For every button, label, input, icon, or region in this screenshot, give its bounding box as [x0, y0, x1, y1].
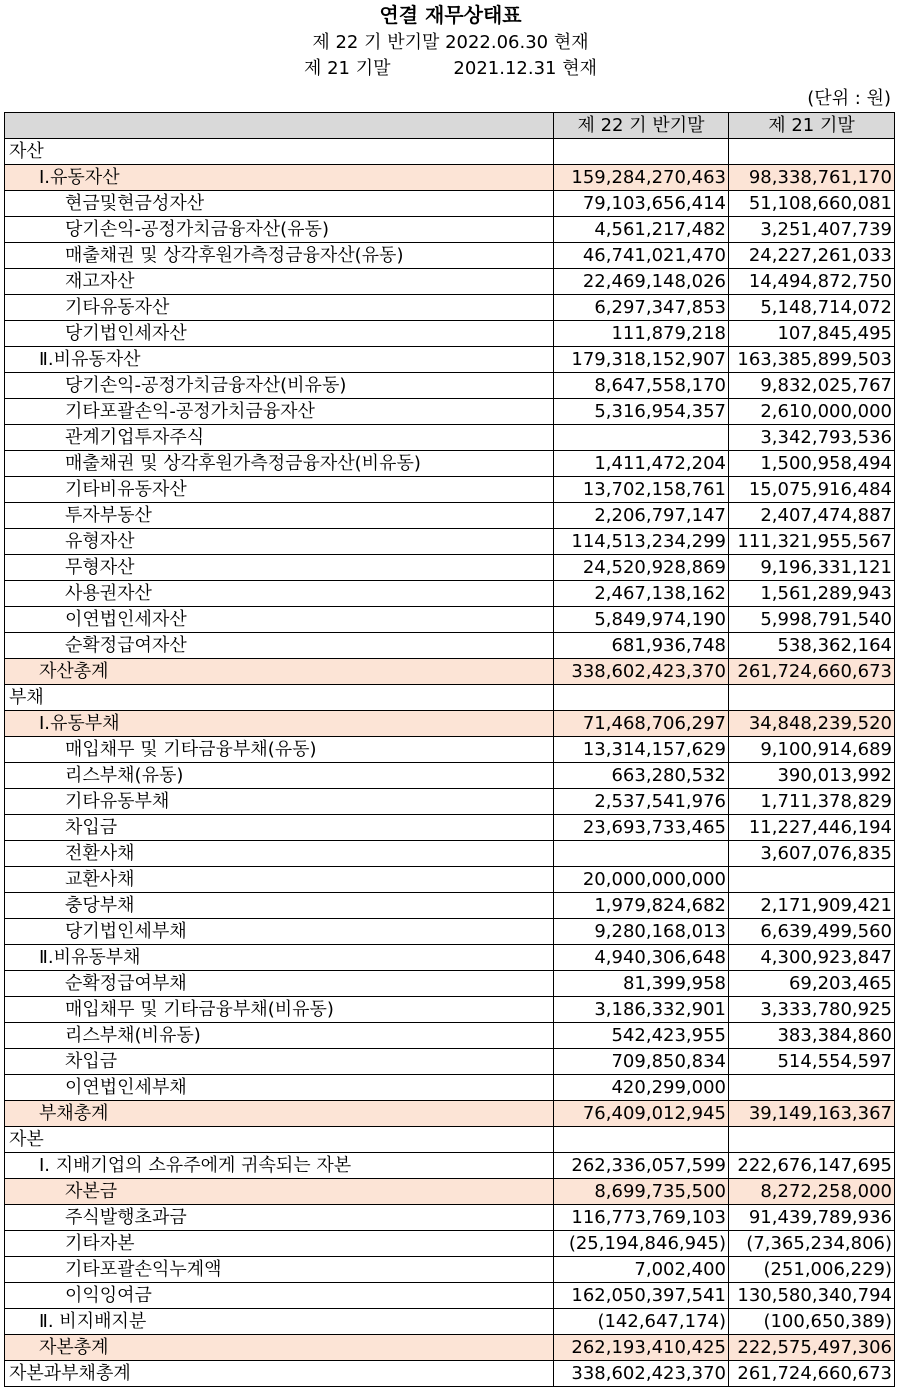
table-row — [5, 1179, 895, 1205]
value-current: 2,537,541,976 — [554, 789, 729, 815]
value-prior: 34,848,239,520 — [729, 711, 895, 737]
value-prior: 261,724,660,673 — [729, 1361, 895, 1387]
row-label: 차입금 — [5, 1049, 554, 1075]
table-row — [5, 477, 895, 503]
value-prior: 8,272,258,000 — [729, 1179, 895, 1205]
value-prior: 1,561,289,943 — [729, 581, 895, 607]
value-prior: 3,251,407,739 — [729, 217, 895, 243]
row-label: 기타유동자산 — [5, 295, 554, 321]
row-label: Ⅱ.비유동자산 — [5, 347, 554, 373]
value-prior: 15,075,916,484 — [729, 477, 895, 503]
row-label: 현금및현금성자산 — [5, 191, 554, 217]
table-row — [5, 1127, 895, 1153]
value-prior: 11,227,446,194 — [729, 815, 895, 841]
value-prior: 91,439,789,936 — [729, 1205, 895, 1231]
value-current: 1,411,472,204 — [554, 451, 729, 477]
row-label: 리스부채(유동) — [5, 763, 554, 789]
table-row — [5, 919, 895, 945]
value-current: 23,693,733,465 — [554, 815, 729, 841]
value-prior — [729, 867, 895, 893]
statement-header — [0, 0, 901, 112]
value-current: 663,280,532 — [554, 763, 729, 789]
value-prior: 51,108,660,081 — [729, 191, 895, 217]
row-label: 매입채무 및 기타금융부채(유동) — [5, 737, 554, 763]
value-prior: 1,711,378,829 — [729, 789, 895, 815]
value-prior: (100,650,389) — [729, 1309, 895, 1335]
value-current: (25,194,846,945) — [554, 1231, 729, 1257]
row-label: 자본과부채총계 — [5, 1361, 554, 1387]
balance-sheet-table — [4, 112, 895, 1387]
row-label: 당기법인세부채 — [5, 919, 554, 945]
table-row — [5, 1257, 895, 1283]
table-row — [5, 711, 895, 737]
row-label: 리스부채(비유동) — [5, 1023, 554, 1049]
value-prior: 24,227,261,033 — [729, 243, 895, 269]
table-row — [5, 1283, 895, 1309]
value-current: 81,399,958 — [554, 971, 729, 997]
table-row — [5, 347, 895, 373]
row-label: 자본 — [5, 1127, 554, 1153]
table-row — [5, 1335, 895, 1361]
value-prior: 130,580,340,794 — [729, 1283, 895, 1309]
row-label: 교환사채 — [5, 867, 554, 893]
row-label: 기타유동부채 — [5, 789, 554, 815]
value-current: 262,193,410,425 — [554, 1335, 729, 1361]
value-prior: 6,639,499,560 — [729, 919, 895, 945]
value-prior: 2,407,474,887 — [729, 503, 895, 529]
value-current: 13,314,157,629 — [554, 737, 729, 763]
row-label: 당기손익-공정가치금융자산(비유동) — [5, 373, 554, 399]
value-current: 681,936,748 — [554, 633, 729, 659]
value-prior: 1,500,958,494 — [729, 451, 895, 477]
unit-label: (단위 : 원) — [807, 88, 891, 109]
value-prior: 107,845,495 — [729, 321, 895, 347]
value-prior: (7,365,234,806) — [729, 1231, 895, 1257]
row-label: 무형자산 — [5, 555, 554, 581]
value-prior: 111,321,955,567 — [729, 529, 895, 555]
table-row — [5, 217, 895, 243]
value-current: 116,773,769,103 — [554, 1205, 729, 1231]
value-current: 8,699,735,500 — [554, 1179, 729, 1205]
row-label: 순확정급여자산 — [5, 633, 554, 659]
row-label: 자본금 — [5, 1179, 554, 1205]
value-current: 13,702,158,761 — [554, 477, 729, 503]
table-row — [5, 529, 895, 555]
table-row — [5, 503, 895, 529]
row-label: Ⅰ.유동부채 — [5, 711, 554, 737]
value-current: 1,979,824,682 — [554, 893, 729, 919]
row-label: 부채총계 — [5, 1101, 554, 1127]
table-row — [5, 789, 895, 815]
value-current: 159,284,270,463 — [554, 165, 729, 191]
table-row — [5, 373, 895, 399]
table-row — [5, 295, 895, 321]
table-row — [5, 399, 895, 425]
value-current — [554, 425, 729, 451]
row-label: Ⅰ.유동자산 — [5, 165, 554, 191]
table-row — [5, 1075, 895, 1101]
table-row — [5, 165, 895, 191]
value-current: 4,940,306,648 — [554, 945, 729, 971]
row-label: 주식발행초과금 — [5, 1205, 554, 1231]
table-row — [5, 1049, 895, 1075]
value-prior: 222,575,497,306 — [729, 1335, 895, 1361]
header-prior-period: 제 21 기말 — [729, 113, 895, 139]
value-current: 542,423,955 — [554, 1023, 729, 1049]
value-current: 76,409,012,945 — [554, 1101, 729, 1127]
row-label: 자본총계 — [5, 1335, 554, 1361]
table-row — [5, 1231, 895, 1257]
table-row — [5, 269, 895, 295]
value-prior: 2,171,909,421 — [729, 893, 895, 919]
value-current: 2,206,797,147 — [554, 503, 729, 529]
row-label: 매출채권 및 상각후원가측정금융자산(비유동) — [5, 451, 554, 477]
value-prior: 261,724,660,673 — [729, 659, 895, 685]
table-row — [5, 321, 895, 347]
row-label: Ⅱ.비유동부채 — [5, 945, 554, 971]
value-current: (142,647,174) — [554, 1309, 729, 1335]
row-label: 전환사채 — [5, 841, 554, 867]
value-prior: 514,554,597 — [729, 1049, 895, 1075]
period-current: 제 22 기 반기말 2022.06.30 현재 — [312, 32, 589, 53]
value-prior: (251,006,229) — [729, 1257, 895, 1283]
value-current: 162,050,397,541 — [554, 1283, 729, 1309]
table-row — [5, 945, 895, 971]
value-prior: 390,013,992 — [729, 763, 895, 789]
value-prior: 3,333,780,925 — [729, 997, 895, 1023]
value-current: 338,602,423,370 — [554, 659, 729, 685]
row-label: 자산 — [5, 139, 554, 165]
row-label: 부채 — [5, 685, 554, 711]
row-label: 유형자산 — [5, 529, 554, 555]
value-current — [554, 841, 729, 867]
table-row — [5, 1205, 895, 1231]
table-row — [5, 425, 895, 451]
value-prior: 383,384,860 — [729, 1023, 895, 1049]
row-label: 당기법인세자산 — [5, 321, 554, 347]
value-prior: 163,385,899,503 — [729, 347, 895, 373]
value-prior: 5,148,714,072 — [729, 295, 895, 321]
value-current: 4,561,217,482 — [554, 217, 729, 243]
value-current: 5,849,974,190 — [554, 607, 729, 633]
value-current: 9,280,168,013 — [554, 919, 729, 945]
row-label: 당기손익-공정가치금융자산(유동) — [5, 217, 554, 243]
row-label: 매입채무 및 기타금융부채(비유동) — [5, 997, 554, 1023]
table-row — [5, 1101, 895, 1127]
table-row — [5, 451, 895, 477]
row-label: 이연법인세부채 — [5, 1075, 554, 1101]
value-current: 6,297,347,853 — [554, 295, 729, 321]
row-label: 차입금 — [5, 815, 554, 841]
table-row — [5, 1023, 895, 1049]
row-label: 투자부동산 — [5, 503, 554, 529]
value-current: 3,186,332,901 — [554, 997, 729, 1023]
value-prior: 9,832,025,767 — [729, 373, 895, 399]
row-label: 충당부채 — [5, 893, 554, 919]
value-current: 5,316,954,357 — [554, 399, 729, 425]
table-row — [5, 607, 895, 633]
value-current: 262,336,057,599 — [554, 1153, 729, 1179]
value-current: 71,468,706,297 — [554, 711, 729, 737]
table-row — [5, 815, 895, 841]
table-row — [5, 555, 895, 581]
table-row — [5, 971, 895, 997]
table-row — [5, 581, 895, 607]
value-prior: 538,362,164 — [729, 633, 895, 659]
value-prior: 4,300,923,847 — [729, 945, 895, 971]
table-row — [5, 633, 895, 659]
value-prior: 9,196,331,121 — [729, 555, 895, 581]
statement-title: 연결 재무상태표 — [379, 3, 522, 27]
value-current: 24,520,928,869 — [554, 555, 729, 581]
value-current: 79,103,656,414 — [554, 191, 729, 217]
header-current-period: 제 22 기 반기말 — [554, 113, 729, 139]
value-prior — [729, 1127, 895, 1153]
table-row — [5, 737, 895, 763]
table-row — [5, 1361, 895, 1387]
value-current: 8,647,558,170 — [554, 373, 729, 399]
value-prior: 39,149,163,367 — [729, 1101, 895, 1127]
value-current: 709,850,834 — [554, 1049, 729, 1075]
value-prior: 69,203,465 — [729, 971, 895, 997]
value-prior: 14,494,872,750 — [729, 269, 895, 295]
row-label: Ⅱ. 비지배지분 — [5, 1309, 554, 1335]
value-current: 338,602,423,370 — [554, 1361, 729, 1387]
value-prior: 3,342,793,536 — [729, 425, 895, 451]
table-row — [5, 685, 895, 711]
table-row — [5, 1153, 895, 1179]
value-current: 2,467,138,162 — [554, 581, 729, 607]
row-label: 자산총계 — [5, 659, 554, 685]
value-prior: 3,607,076,835 — [729, 841, 895, 867]
table-row — [5, 659, 895, 685]
value-current — [554, 685, 729, 711]
row-label: 기타비유동자산 — [5, 477, 554, 503]
row-label: 순확정급여부채 — [5, 971, 554, 997]
value-current: 46,741,021,470 — [554, 243, 729, 269]
value-prior: 2,610,000,000 — [729, 399, 895, 425]
table-header-row — [5, 113, 895, 139]
row-label: 매출채권 및 상각후원가측정금융자산(유동) — [5, 243, 554, 269]
value-current: 20,000,000,000 — [554, 867, 729, 893]
row-label: Ⅰ. 지배기업의 소유주에게 귀속되는 자본 — [5, 1153, 554, 1179]
row-label: 기타자본 — [5, 1231, 554, 1257]
table-row — [5, 1309, 895, 1335]
table-row — [5, 841, 895, 867]
table-row — [5, 997, 895, 1023]
value-prior: 5,998,791,540 — [729, 607, 895, 633]
header-item-cell — [5, 113, 554, 139]
row-label: 재고자산 — [5, 269, 554, 295]
table-row — [5, 867, 895, 893]
table-body — [5, 139, 895, 1387]
row-label: 기타포괄손익-공정가치금융자산 — [5, 399, 554, 425]
value-prior — [729, 139, 895, 165]
value-current: 7,002,400 — [554, 1257, 729, 1283]
value-current: 179,318,152,907 — [554, 347, 729, 373]
value-current: 22,469,148,026 — [554, 269, 729, 295]
value-prior — [729, 685, 895, 711]
row-label: 관계기업투자주식 — [5, 425, 554, 451]
table-row — [5, 763, 895, 789]
row-label: 사용권자산 — [5, 581, 554, 607]
table-row — [5, 893, 895, 919]
value-current: 114,513,234,299 — [554, 529, 729, 555]
row-label: 기타포괄손익누계액 — [5, 1257, 554, 1283]
value-current: 111,879,218 — [554, 321, 729, 347]
value-current: 420,299,000 — [554, 1075, 729, 1101]
value-current — [554, 139, 729, 165]
table-row — [5, 191, 895, 217]
value-prior: 9,100,914,689 — [729, 737, 895, 763]
row-label: 이익잉여금 — [5, 1283, 554, 1309]
value-current — [554, 1127, 729, 1153]
period-prior: 제 21 기말 2021.12.31 현재 — [303, 58, 597, 79]
row-label: 이연법인세자산 — [5, 607, 554, 633]
table-row — [5, 139, 895, 165]
table-row — [5, 243, 895, 269]
value-prior: 222,676,147,695 — [729, 1153, 895, 1179]
value-prior: 98,338,761,170 — [729, 165, 895, 191]
value-prior — [729, 1075, 895, 1101]
